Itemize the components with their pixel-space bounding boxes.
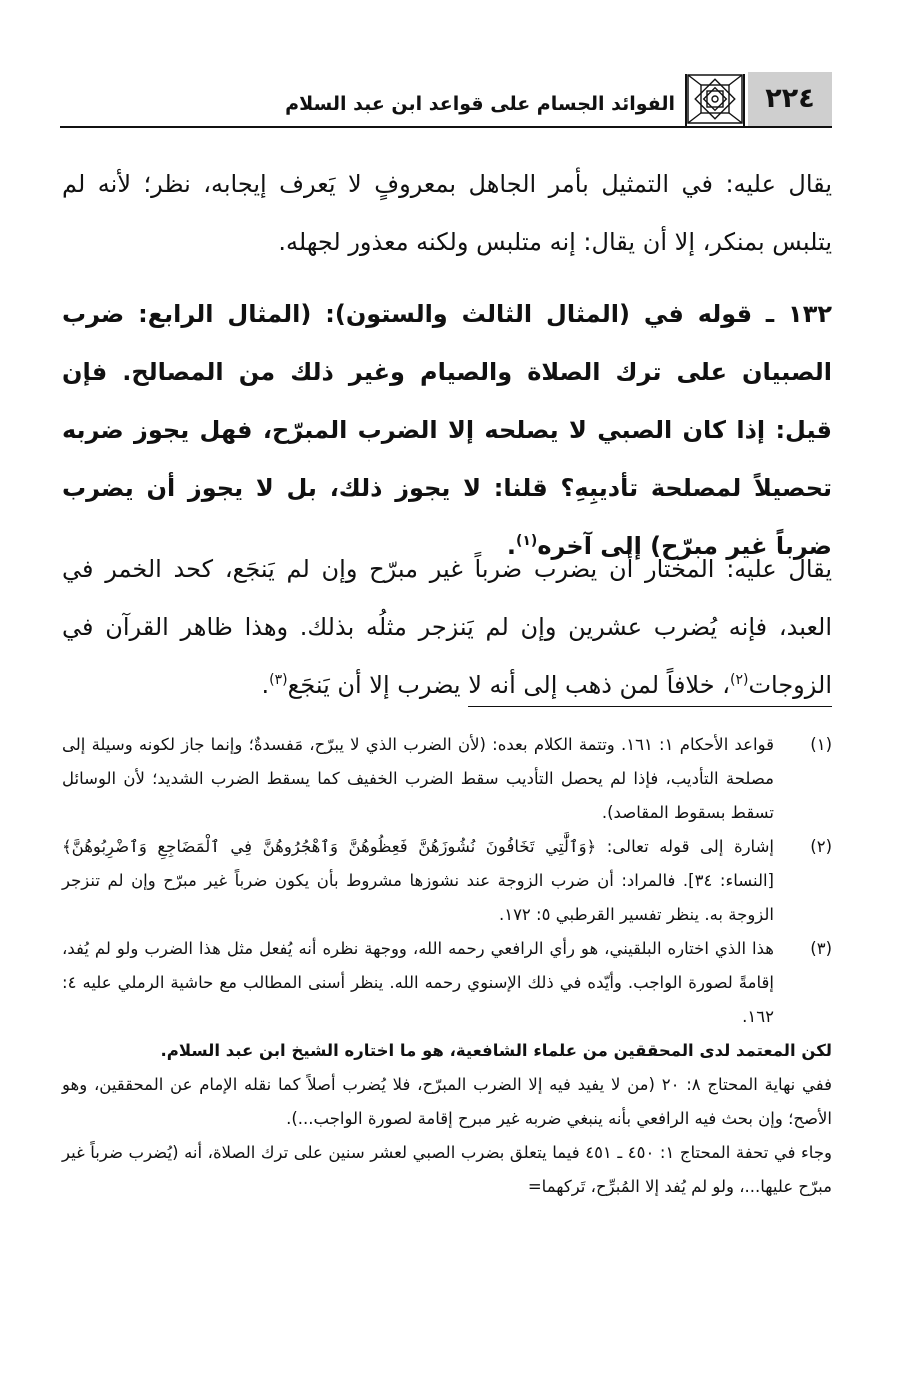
footnote-1 (62, 728, 832, 830)
paragraph-3-text-b: ، خلافاً لمن ذهب إلى أنه لا يضرب إلا أن يَنجَع (287, 671, 730, 699)
footnote-3 (62, 932, 832, 1034)
running-title: الفوائد الجسام على قواعد ابن عبد السلام (285, 93, 675, 115)
footnote-ref-3: (٣) (269, 672, 288, 688)
footnote-3-continuation-2: ففي نهاية المحتاج ٨: ٢٠ (من لا يفيد فيه إلا الضرب المبرّح، فلا يُضرب أصلاً كما نقله الإمام عن المحققين، وهو الأصح؛ وإن بحث فيه الرافعي بأنه ينبغي ضربه غير مبرح إقامة لصورة الواجب...). (62, 1075, 832, 1128)
footnote-separator (468, 706, 832, 707)
body-paragraph-1: يقال عليه: في التمثيل بأمر الجاهل بمعروفٍ لا يَعرف إيجابه، نظر؛ لأنه لم يتلبس بمنكر، إلا أن يقال: إنه متلبس ولكنه معذور لجهله. (62, 170, 832, 256)
paragraph-2-text: ١٣٢ ـ قوله في (المثال الثالث والستون): (المثال الرابع: ضرب الصبيان على ترك الصلاة والصيام وغير ذلك من المصالح. فإن قيل: إذا كان الصبي لا يصلحه إلا الضرب المبرّح، فهل يجوز ضربه تحصيلاً لمصلحة تأديبِهِ؟ قلنا: لا يجوز ذلك، بل لا يجوز أن يضرب ضرباً غير مبرّح) إلى آخره (62, 300, 832, 560)
footnote-text: قواعد الأحكام ١: ١٦١. وتتمة الكلام بعده: (لأن الضرب الذي لا يبرّح، مَفسدةٌ؛ وإنما جاز لكونه وسيلة إلى مصلحة التأديب، فإذا لم يحصل التأديب سقط الضرب الخفيف كما يسقط الضرب الشديد؛ لأن الوسائل تسقط بسقوط المقاصد). (62, 735, 775, 822)
body-paragraph-2 (62, 285, 832, 575)
paragraph-3-text-a: يقال عليه: المختار أن يضرب ضرباً غير مبرّح وإن لم يَنجَع، كحد الخمر في العبد، فإنه يُضرب عشرين وإن لم يَنزجر مثلُه بذلك. وهذا ظاهر القرآن في الزوجات (62, 555, 832, 699)
footnotes (62, 728, 832, 1204)
page-number: ٢٢٤ (748, 72, 832, 126)
footnote-number: (٢) (810, 837, 832, 856)
footnote-2 (62, 830, 832, 932)
footnote-number: (٣) (810, 939, 832, 958)
geometric-star-ornament-icon (685, 74, 745, 126)
footnote-3-continuation-1: لكن المعتمد لدى المحققين من علماء الشافعية، هو ما اختاره الشيخ ابن عبد السلام. (160, 1041, 832, 1060)
footnote-text: هذا الذي اختاره البلقيني، هو رأي الرافعي رحمه الله، ووجهة نظره أنه يُفعل مثل هذا الضرب ولو لم يُفد، إقامةً لصورة الواجب. وأيّده في ذلك الإسنوي رحمه الله. ينظر أسنى المطالب مع حاشية الرملي عليه ٤: ١٦٢. (62, 939, 774, 1026)
footnote-ref-2: (٢) (729, 672, 749, 688)
header-rule (60, 126, 832, 128)
footnote-number: (١) (810, 735, 832, 754)
body-paragraph-3 (62, 540, 832, 714)
footnote-text: إشارة إلى قوله تعالى: ﴿وَٱلَّٰتِي تَخَافُونَ نُشُوزَهُنَّ فَعِظُوهُنَّ وَٱهْجُرُوهُنَّ فِي ٱلْمَضَاجِعِ وَٱضْرِبُوهُنَّ﴾ [النساء: ٣٤]. فالمراد: أن ضرب الزوجة عند نشوزها مشروط بأن يكون ضرباً غير مبرّح وإن لم تنزجر الزوجة به. ينظر تفسير القرطبي ٥: ١٧٢. (62, 837, 774, 924)
footnote-3-continuation-3: وجاء في تحفة المحتاج ١: ٤٥٠ ـ ٤٥١ فيما يتعلق بضرب الصبي لعشر سنين على ترك الصلاة، أنه (يُضرب ضرباً غير مبرّح عليها...، ولو لم يُفد إلا المُبرِّح، تَركهما= (62, 1143, 832, 1196)
paragraph-3-end: . (261, 671, 270, 699)
footnote-ref-1: (١) (515, 533, 538, 549)
paragraph-2-end: . (506, 532, 516, 560)
page-header (60, 60, 832, 130)
